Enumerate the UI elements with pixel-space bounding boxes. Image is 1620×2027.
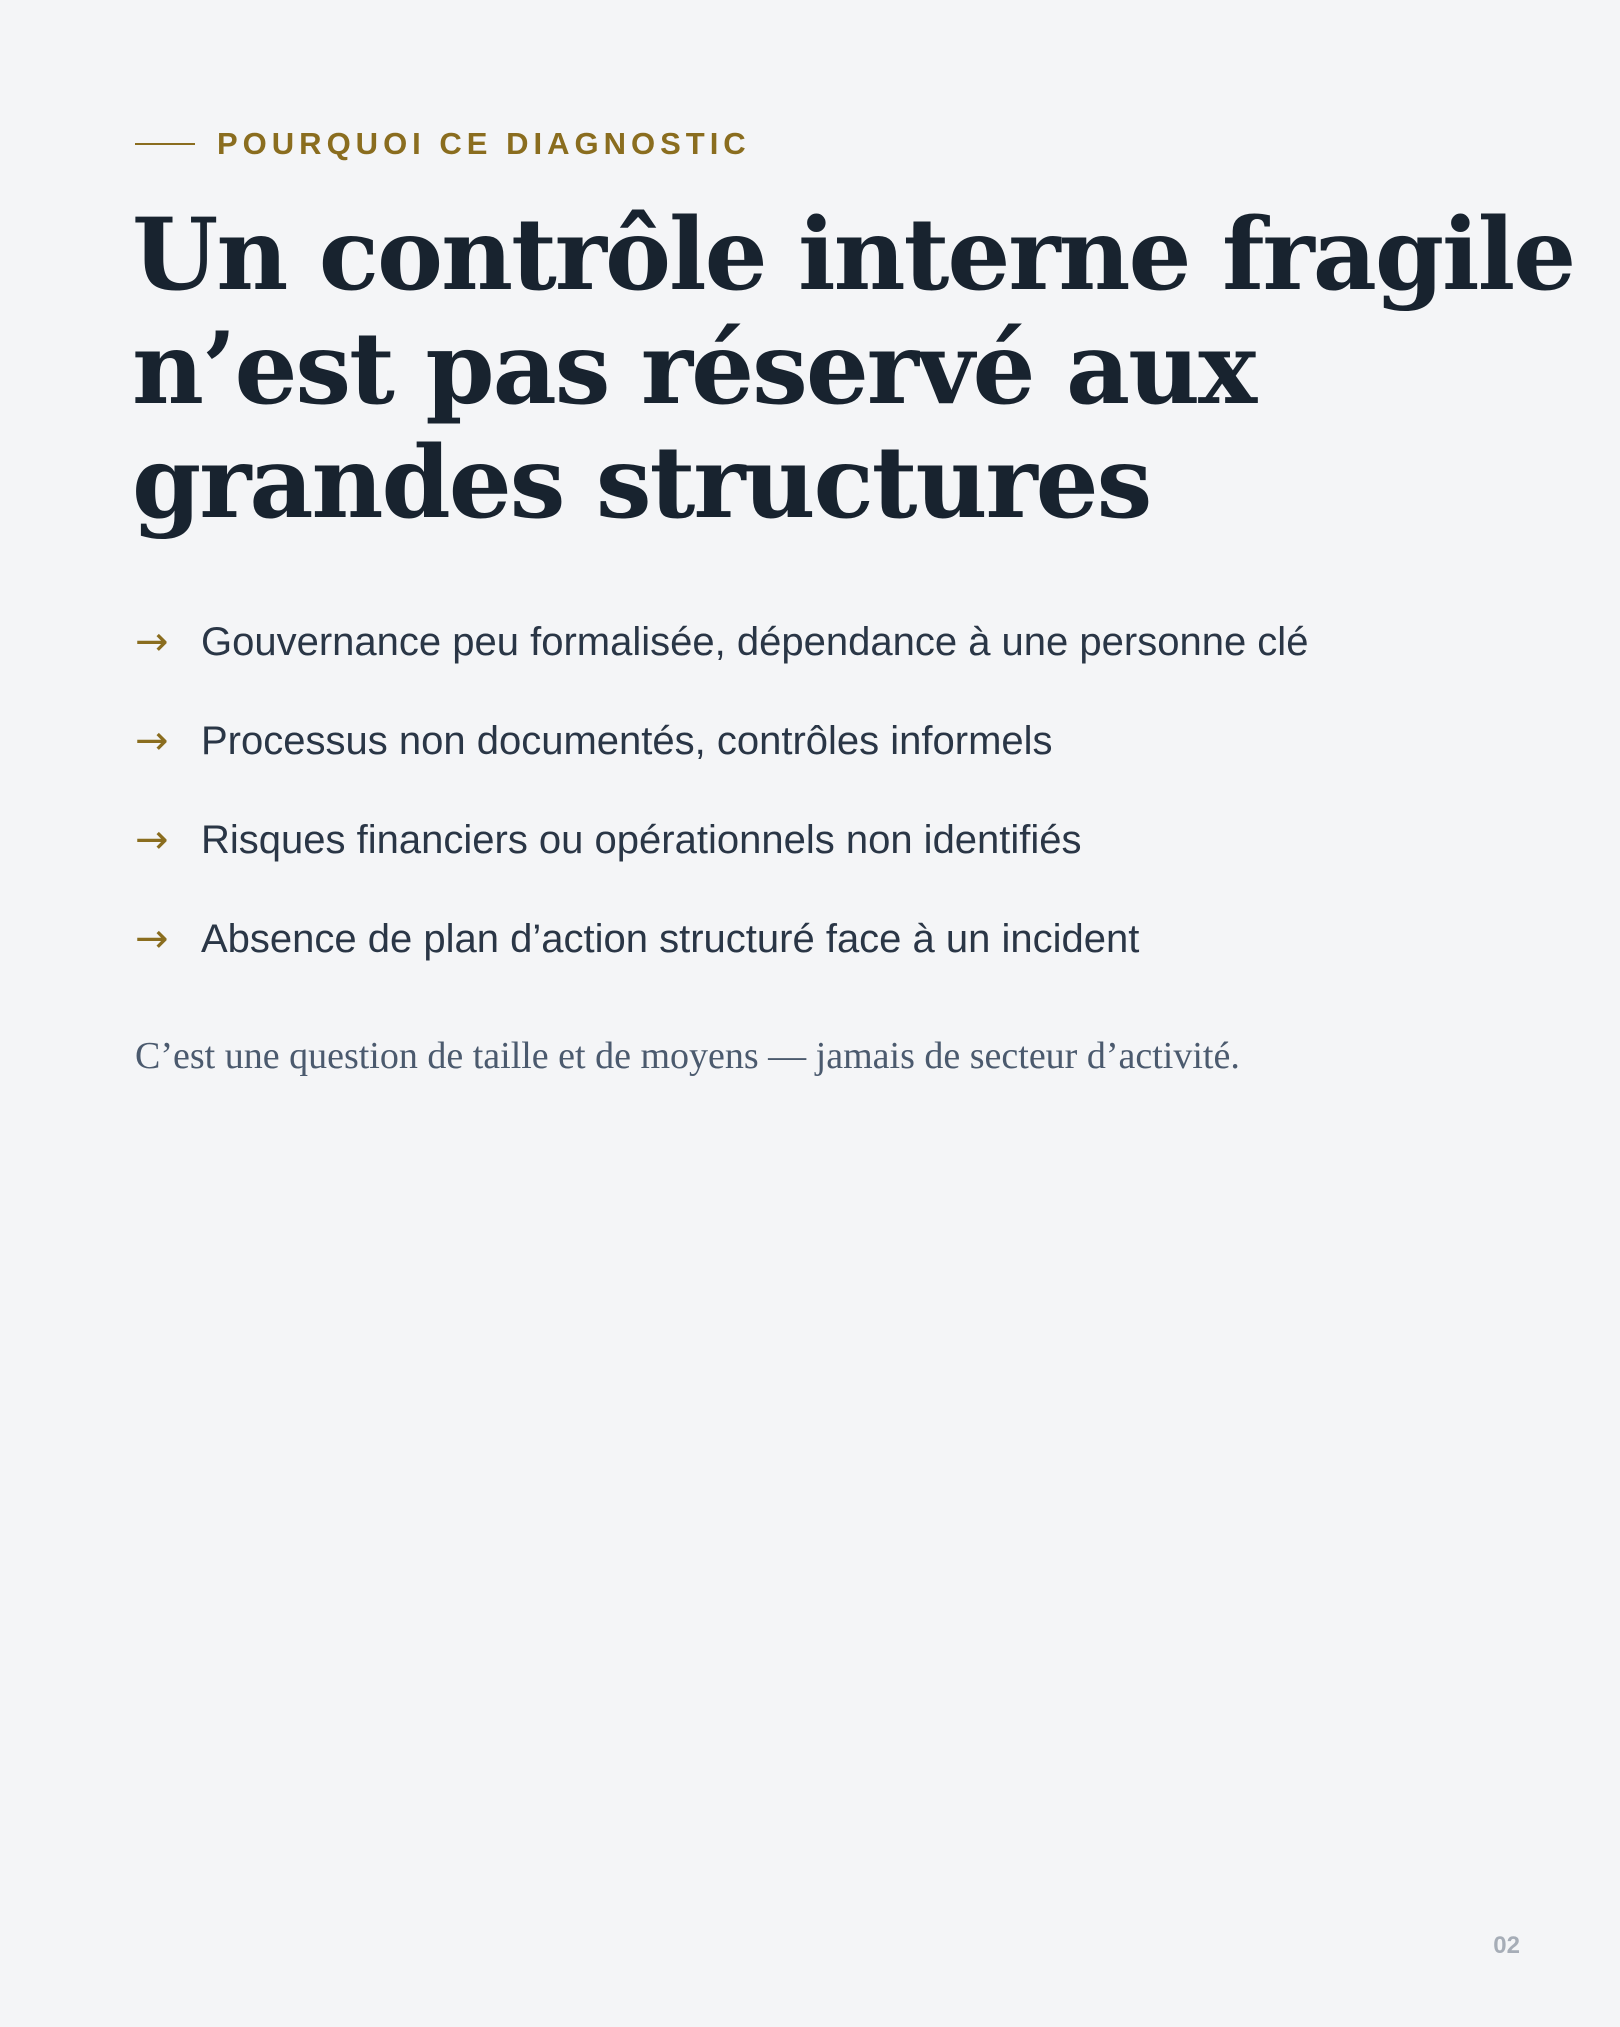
arrow-right-icon: → (135, 718, 169, 764)
section-eyebrow (135, 124, 751, 164)
list-item (135, 909, 1308, 969)
list-item-text: Absence de plan d’action structuré face à un incident (201, 917, 1140, 961)
list-item (135, 810, 1308, 870)
eyebrow-label: POURQUOI CE DIAGNOSTIC (217, 126, 751, 161)
arrow-right-icon: → (135, 916, 169, 962)
list-item-text: Risques financiers ou opérationnels non identifiés (201, 818, 1082, 862)
page-number: 02 (1493, 1932, 1520, 1959)
list-item (135, 612, 1308, 672)
arrow-right-icon: → (135, 817, 169, 863)
list-item-text: Processus non documentés, contrôles informels (201, 719, 1053, 763)
bullet-list (135, 612, 1308, 1008)
title-line-2: n’est pas réservé aux (132, 311, 1256, 427)
title-line-1: Un contrôle interne fragile (132, 197, 1575, 313)
list-item-text: Gouvernance peu formalisée, dépendance à une personne clé (201, 620, 1309, 664)
arrow-right-icon: → (135, 619, 169, 665)
title-line-3: grandes structures (132, 425, 1151, 541)
list-item (135, 711, 1308, 771)
closing-note: C’est une question de taille et de moyens — jamais de secteur d’activité. (135, 1035, 1240, 1077)
page-title (132, 197, 1575, 541)
eyebrow-rule (135, 143, 195, 145)
